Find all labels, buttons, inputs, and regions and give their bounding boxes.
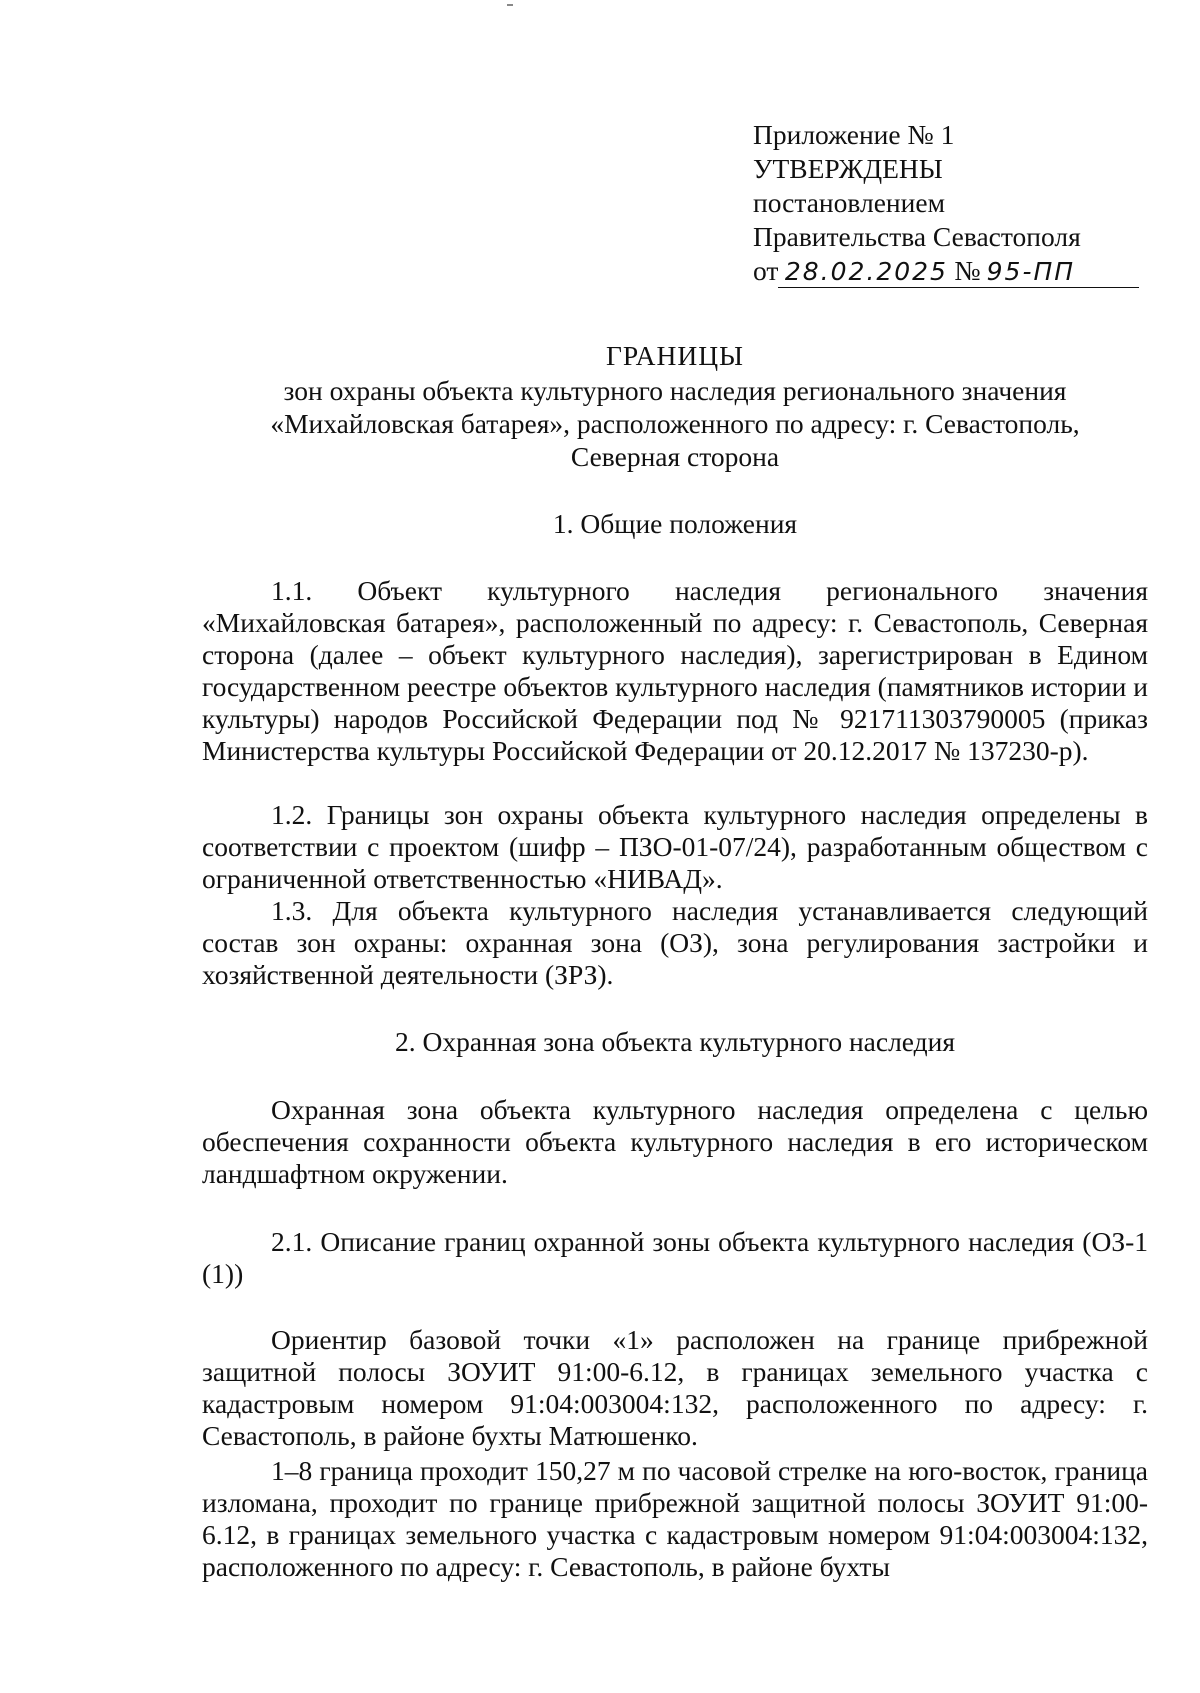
handwritten-date: 28.02.2025 [784,257,948,286]
scan-mark [507,4,513,6]
document-subtitle-1: зон охраны объекта культурного наследия регионального значения [283,375,1067,406]
document-title: ГРАНИЦЫ [605,340,745,371]
paragraph-1-2: 1.2. Границы зон охраны объекта культурного наследия определены в соответствии с проектом (шифр – ПЗО-01-07/24), разработанным обществом с ограниченной ответственностью «НИВАД». [202,799,1148,894]
paragraph-1-3: 1.3. Для объекта культурного наследия устанавливается следующий состав зон охраны: охранная зона (ОЗ), зона регулирования застройки и хозяйственной деятельности (ЗРЗ). [202,895,1148,990]
annex-number: Приложение № 1 [753,119,955,150]
annex-decree: постановлением [753,187,945,218]
annex-from-label: от [753,255,779,286]
section-2-intro: Охранная зона объекта культурного наследия определена с целью обеспечения сохранности объекта культурного наследия в его историческом ландшафтном окружении. [202,1094,1148,1189]
paragraph-orientation: Ориентир базовой точки «1» расположен на границе прибрежной защитной полосы ЗОУИТ 91:00-6.12, в границах земельного участка с кадастровым номером 91:04:003004:132, расположенного по адресу: г. Севастополь, в районе бухты Матюшенко. [202,1324,1148,1451]
section-2-title: 2. Охранная зона объекта культурного наследия [394,1026,956,1057]
annex-date-line [753,254,1139,288]
document-subtitle-2: «Михайловская батарея», расположенного по адресу: г. Севастополь, [270,408,1080,439]
annex-government: Правительства Севастополя [753,221,1081,252]
section-1-title: 1. Общие положения [552,508,798,539]
annex-approved: УТВЕРЖДЕНЫ [753,153,943,184]
annex-stamp [753,118,1139,288]
handwritten-number: 95-ПП [986,257,1076,286]
paragraph-1-1-first-line: 1.1. Объект культурного наследия регионального значения [271,575,1148,606]
paragraph-1-1-body: «Михайловская батарея», расположенный по адресу: г. Севастополь, Северная сторона (далее – объект культурного наследия), зарегистрирован в Едином государственном реестре объектов культурного наследия (памятников истории и культуры) народов Российской Федерации под № 921711303790005 (приказ Министерства культуры Российской Федерации от 20.12.2017 № 137230-р). [202,607,1148,766]
document-subtitle-3: Северная сторона [570,441,780,472]
subsection-2-1-title: 2.1. Описание границ охранной зоны объекта культурного наследия (ОЗ-1 (1)) [202,1226,1148,1289]
annex-number-label: № [954,255,981,286]
paragraph-boundary-1-8: 1–8 граница проходит 150,27 м по часовой стрелке на юго-восток, граница изломана, проходит по границе прибрежной защитной полосы ЗОУИТ 91:00-6.12, в границах земельного участка с кадастровым номером 91:04:003004:132, расположенного по адресу: г. Севастополь, в районе бухты [202,1455,1148,1582]
